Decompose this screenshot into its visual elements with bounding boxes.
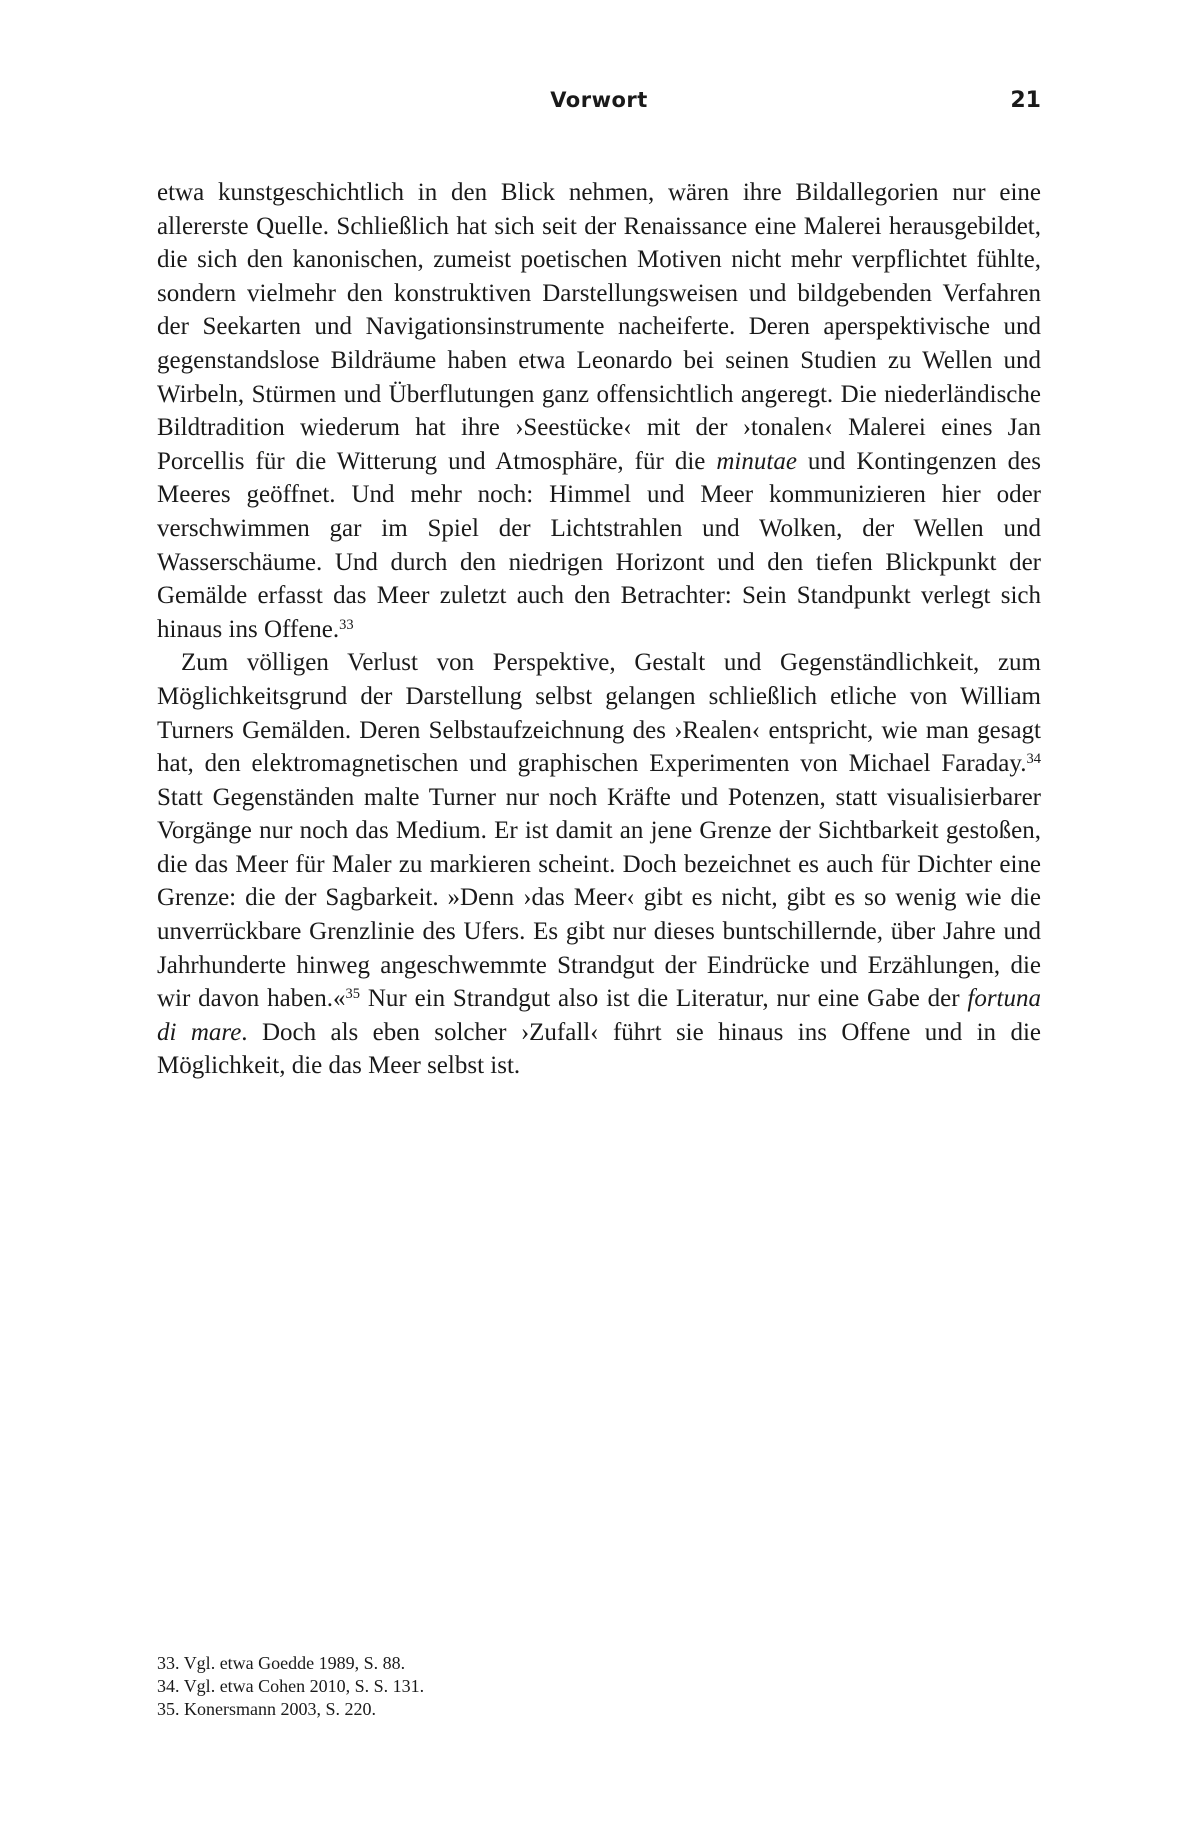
footnote-text: Konersmann 2003, S. 220. (184, 1699, 376, 1719)
text-run: Nur ein Strandgut also ist die Literatur, nur eine Gabe der (360, 985, 968, 1013)
footnote-ref: 34 (1026, 751, 1041, 768)
footnote (157, 1675, 1041, 1698)
italic-term: minutae (716, 447, 797, 475)
footnote-number: 33. (157, 1653, 180, 1673)
footnote-text: Vgl. etwa Cohen 2010, S. S. 131. (183, 1676, 425, 1696)
text-run: . Doch als eben solcher ›Zufall‹ führt sie hinaus ins Offene und in die Möglichkeit, die das Meer selbst ist. (157, 1018, 1041, 1080)
footnote (157, 1652, 1041, 1675)
text-run: Statt Gegenständen malte Turner nur noch Kräfte und Potenzen, statt visualisierbarer Vorgänge nur noch das Medium. Er ist damit an jene Grenze der Sichtbarkeit gestoßen, die das Meer für Maler zu markieren scheint. Doch bezeichnet es auch für Dichter eine Grenze: die der Sagbarkeit. »Denn ›das Meer‹ gibt es nicht, gibt es so wenig wie die unverrückbare Grenzlinie des Ufers. Es gibt nur dieses buntschillernde, über Jahre und Jahrhunderte hinweg angeschwemmte Strandgut der Eindrücke und Erzählungen, die wir davon haben.« (157, 783, 1041, 1013)
body-text (157, 176, 1041, 1083)
footnote-ref: 33 (339, 616, 354, 633)
text-run: und Kontingenzen des Meeres geöffnet. Und mehr noch: Himmel und Meer kommunizieren hier oder verschwimmen gar im Spiel der Lichtstrahlen und Wolken, der Wellen und Wasserschäume. Und durch den niedrigen Horizont und den tiefen Blickpunkt der Gemälde erfasst das Meer zuletzt auch den Betrachter: Sein Standpunkt verlegt sich hinaus ins Offene. (157, 447, 1041, 643)
text-run: Zum völligen Verlust von Perspektive, Gestalt und Gegenständlichkeit, zum Möglichkeitsgrund der Darstellung selbst gelangen schließlich etliche von William Turners Gemälden. Deren Selbstaufzeichnung des ›Realen‹ entspricht, wie man gesagt hat, den elektromagnetischen und graphischen Experimenten von Michael Faraday. (157, 649, 1041, 778)
text-run: etwa kunstgeschichtlich in den Blick nehmen, wären ihre Bildallegorien nur eine allererste Quelle. Schließlich hat sich seit der Renaissance eine Malerei herausgebildet, die sich den kanonischen, zumeist poetischen Motiven nicht mehr verpflichtet fühlte, sondern vielmehr den konstruktiven Darstellungsweisen und bildgebenden Verfahren der Seekarten und Navigationsinstrumente nacheiferte. Deren aperspektivische und gegenstandslose Bildräume haben etwa Leonardo bei seinen Studien zu Wellen und Wirbeln, Stürmen und Überflutungen ganz offensichtlich angeregt. Die niederländische Bildtradition wiederum hat ihre ›Seestücke‹ mit der ›tonalen‹ Malerei eines Jan Porcellis für die Witterung und Atmosphäre, für die (157, 179, 1041, 475)
footnote-number: 35. (157, 1699, 180, 1719)
paragraph (157, 176, 1041, 646)
page-number: 21 (1010, 88, 1041, 113)
footnote-ref: 35 (345, 986, 361, 1003)
footnote-number: 34. (157, 1676, 180, 1696)
footnote-text: Vgl. etwa Goedde 1989, S. 88. (183, 1653, 406, 1673)
page-header (157, 88, 1041, 124)
paragraph (157, 646, 1041, 1083)
running-head: Vorwort (550, 88, 648, 112)
footnotes (157, 1652, 1041, 1721)
italic-term: fortuna di mare (157, 985, 1041, 1046)
footnote (157, 1698, 1041, 1721)
